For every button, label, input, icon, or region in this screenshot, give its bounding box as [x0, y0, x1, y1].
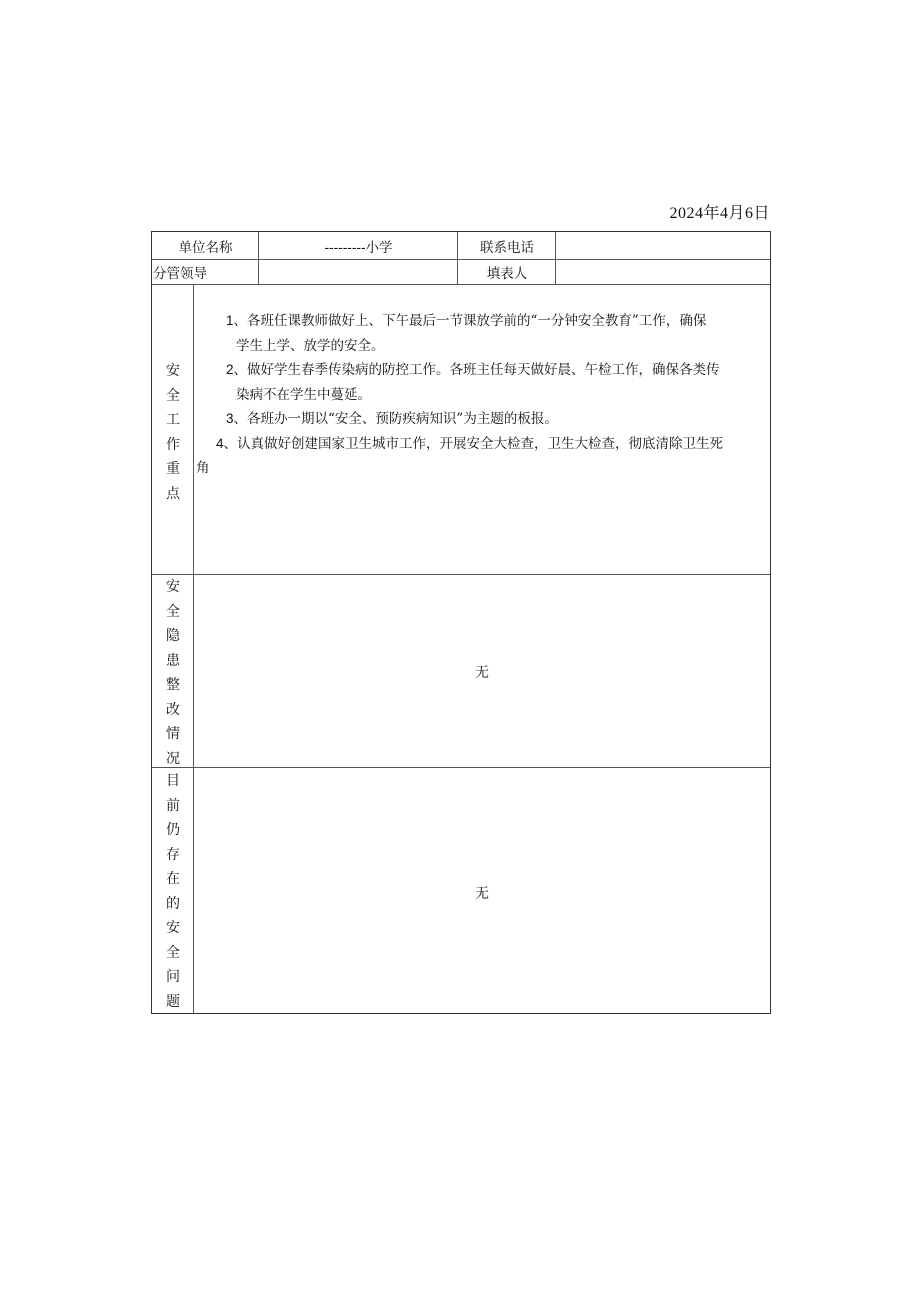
existing-issues-value[interactable]: 无: [475, 886, 489, 902]
focus-item-1: 1、各班任课教师做好上、下午最后一节课放学前的“一分钟安全教育”工作，确保: [226, 313, 707, 329]
label-char: 安: [166, 363, 180, 379]
unit-name-value[interactable]: ---------小学: [324, 239, 393, 256]
safety-focus-content: [194, 309, 770, 481]
label-char: 目: [166, 773, 180, 789]
label-char: 点: [166, 485, 180, 502]
report-date: 2024年4月6日: [669, 205, 770, 222]
column-divider: [457, 232, 458, 284]
row-divider: [152, 574, 770, 575]
row-divider: [152, 259, 770, 260]
focus-item-2-continued: 染病不在学生中蔓延。: [236, 386, 371, 403]
row-divider: [152, 284, 770, 285]
label-char: 情: [166, 726, 180, 742]
label-char: 前: [166, 797, 180, 814]
focus-item-4: 4、认真做好创建国家卫生城市工作，开展安全大检查，卫生大检查，彻底清除卫生死: [216, 435, 724, 452]
label-char: 况: [166, 750, 180, 767]
label-char: 患: [166, 652, 180, 669]
phone-label: 联系电话: [480, 239, 534, 256]
label-char: 问: [166, 969, 180, 985]
safety-report-table: [151, 231, 771, 1014]
existing-issues-label: [152, 769, 194, 1014]
label-char: 安: [166, 579, 180, 595]
label-char: 仍: [166, 822, 180, 838]
rectification-label: [152, 575, 194, 771]
label-char: 全: [166, 944, 180, 961]
column-divider: [258, 232, 259, 284]
label-char: 全: [166, 603, 180, 620]
filler-label: 填表人: [486, 265, 528, 282]
safety-focus-label: [152, 359, 194, 506]
row-divider: [152, 767, 770, 768]
leader-label: 分管领导: [153, 265, 207, 282]
label-char: 作: [166, 436, 180, 453]
unit-name-label: 单位名称: [178, 239, 233, 256]
label-char: 题: [166, 993, 180, 1010]
filler-value[interactable]: [556, 259, 770, 284]
column-divider: [555, 232, 556, 284]
label-char: 安: [166, 920, 180, 936]
label-char: 存: [166, 846, 180, 863]
label-char: 重: [166, 461, 180, 477]
rectification-value[interactable]: 无: [475, 665, 489, 681]
phone-value[interactable]: [556, 232, 770, 259]
label-char: 隐: [166, 628, 180, 644]
label-char: 的: [166, 895, 180, 912]
label-char: 整: [166, 677, 180, 693]
focus-item-1-continued: 学生上学、放学的安全。: [236, 337, 385, 354]
label-char: 改: [166, 701, 180, 718]
label-char: 在: [166, 871, 180, 887]
focus-item-3: 3、各班办一期以“安全、预防疾病知识”为主题的板报。: [226, 411, 558, 427]
leader-value[interactable]: [259, 259, 458, 284]
label-char: 工: [166, 412, 180, 428]
focus-item-2: 2、做好学生春季传染病的防控工作。各班主任每天做好晨、午检工作，确保各类传: [226, 362, 720, 378]
label-char: 全: [166, 387, 180, 404]
focus-item-4-continued: 角: [196, 460, 210, 476]
